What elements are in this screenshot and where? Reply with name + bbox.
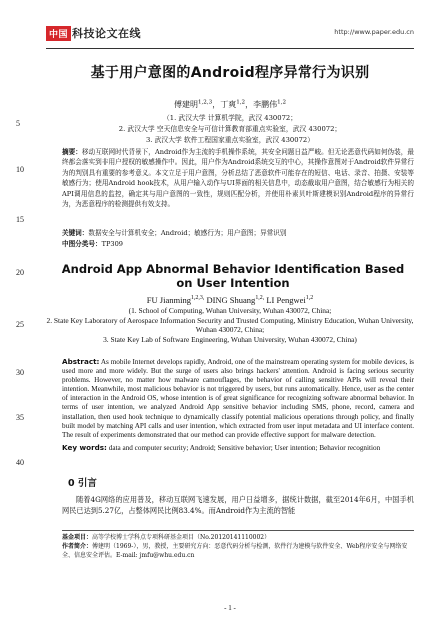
line-number: 10 [16,165,24,174]
line-number: 30 [16,368,24,377]
footnote-author [62,543,414,561]
line-number: 40 [16,458,24,467]
logo-red-mark: 中国 [46,26,71,41]
keywords-cn-text: 数据安全与计算机安全；Android；敏感行为；用户意图；异常识别 [88,229,287,237]
affiliation-en-1: (1. School of Computing, Wuhan University, Wuhan 430072, China; [128,306,332,315]
line-number: 15 [16,215,24,224]
line-number: 20 [16,268,24,277]
affiliation-mark: 1,2 [305,295,314,302]
site-header [46,26,414,46]
affiliation-mark: 1,2 [236,99,246,106]
abstract-en-text: As mobile Internet develops rapidly, Android, one of the mainstream operating system for mobile devices, is used more and more widely. But the surge of users also brings hackers' attention. Android is facing serious security problems. However, no matter how malware camouflages, the behavior of calling sensitive APIs will reveal their intention. Meanwhile, most malicious behavior is not triggered by users, but runs automatically. Hence, user as the center of interaction in the Android OS, whose intention is of great significance for recognizing software abnormal behavior. In terms of user intention, we analyzed Android App sensitive behavior including SMS, phone, record, camera and installation, then used hook technique to dynamically classify potential malicious operations through policy, and finally built model by matching API calls and user intention, which extracted from user input metadata and UI interface content. The result of experiments demonstrated that our method can provide effective support for malware detection. [62,358,414,439]
affiliation-en-3: 3. State Key Lab of Software Engineering, Wuhan University, Wuhan 430072, China) [103,335,357,344]
keywords-cn [62,228,414,238]
affiliation-mark: 1,2 [277,99,287,106]
abstract-cn [62,147,414,209]
affiliation-mark: 1,2, [255,295,265,302]
clc-cn-text: TP309 [101,240,123,248]
paper-title-cn: 基于用户意图的Android程序异常行为识别 [90,65,370,81]
line-number: 5 [16,119,20,128]
body-paragraph: 随着4G网络的应用普及，移动互联网飞速发展，用户日益增多，据统计数据，截至2014年6月，中国手机网民已达到5.27亿，占整体网民比例83.4%。而Android作为主流的智能 [62,495,414,515]
affiliation-cn-2: 2. 武汉大学 空天信息安全与可信计算教育部重点实验室，武汉 430072； [118,125,342,133]
line-number: 25 [16,320,24,329]
clc-cn [62,239,414,249]
footnote-author-label: 作者简介： [62,542,93,550]
keywords-en-label: Key words: [62,443,107,452]
authors-en: FU Jianming$^{1,2,3,}$ DING Shuang$^{1,2,}$ LI Pengwei$^{1,2}$ [146,295,314,305]
line-number: 35 [16,413,24,422]
footnote-author-text: 傅建明（1969-），男，教授，主要研究方向：恶意代码分析与检测，软件行为建模与软件安全、Web程序安全与网络安全、信息安全评估。E-mail: jmfu@whu.edu.cn [62,542,408,559]
logo-text: 科技论文在线 [72,27,142,40]
affiliation-mark: 1,2,3 [197,99,213,106]
affiliation-cn-3: 3. 武汉大学 软件工程国家重点实验室，武汉 430072） [145,136,315,144]
keywords-en-text: data and computer security; Android; Sensitive behavior; User intention; Behavior recognition [108,444,381,452]
footnotes [62,530,414,560]
keywords-en [62,443,414,453]
affiliation-cn-1: （1. 武汉大学 计算机学院，武汉 430072； [162,114,298,122]
abstract-cn-text: 移动互联网时代背景下，Android作为主流的手机操作系统，其安全问题日益严峻。但无论恶意代码如何伪装，最终都会落实到非用户授权的敏感操作中。因此，用户作为Android系统交互的中心，其操作意图对于Android软件异常行为的判别具有重要的参考意义。本文立足于用户意图，分析总结了恶意软件可能存在的短信、电话、录音、拍摄、安装等敏感行为；使用Android hook技术，从用户输入动作与UI界面的相关信息中，动态截取用户意图，结合敏感行为相关的API调用信息的监控，确定其与用户意图的一致性，规则匹配分析，并使用朴素贝叶斯建模识别Android程序的异常行为，为恶意程序的检测提供有效支持。 [62,148,414,209]
authors-cn: 傅建明$^{1,2,3}$，丁爽$^{1,2}$，李鹏伟$^{1,2}$ [173,99,287,109]
affiliation-en-2: 2. State Key Laboratory of Aerospace Information Security and Trusted Computing, Ministry Education, Wuhan University, Wuhan 430072, China; [46,315,414,335]
keywords-cn-label: 关键词： [62,229,89,237]
abstract-en-label: Abstract: [62,357,100,366]
footnote-funding [62,534,414,543]
clc-cn-label: 中图分类号： [62,240,102,248]
abstract-en [62,357,414,440]
footnote-funding-text: 高等学校博士学科点专项科研基金项目（No.20120141110002） [92,534,271,541]
paper-title-en: Android App Abnormal Behavior Identification Based on User Intention [61,262,405,290]
page-number: - 1 - [224,604,236,612]
header-rule [46,48,414,49]
site-logo [46,26,141,40]
site-url: http://www.paper.edu.cn [334,28,414,36]
abstract-cn-label: 摘要： [62,148,82,156]
section-heading: 0 引言 [68,478,97,489]
affiliation-mark: 1,2,3, [190,295,205,302]
footnote-funding-label: 基金项目： [62,534,93,541]
